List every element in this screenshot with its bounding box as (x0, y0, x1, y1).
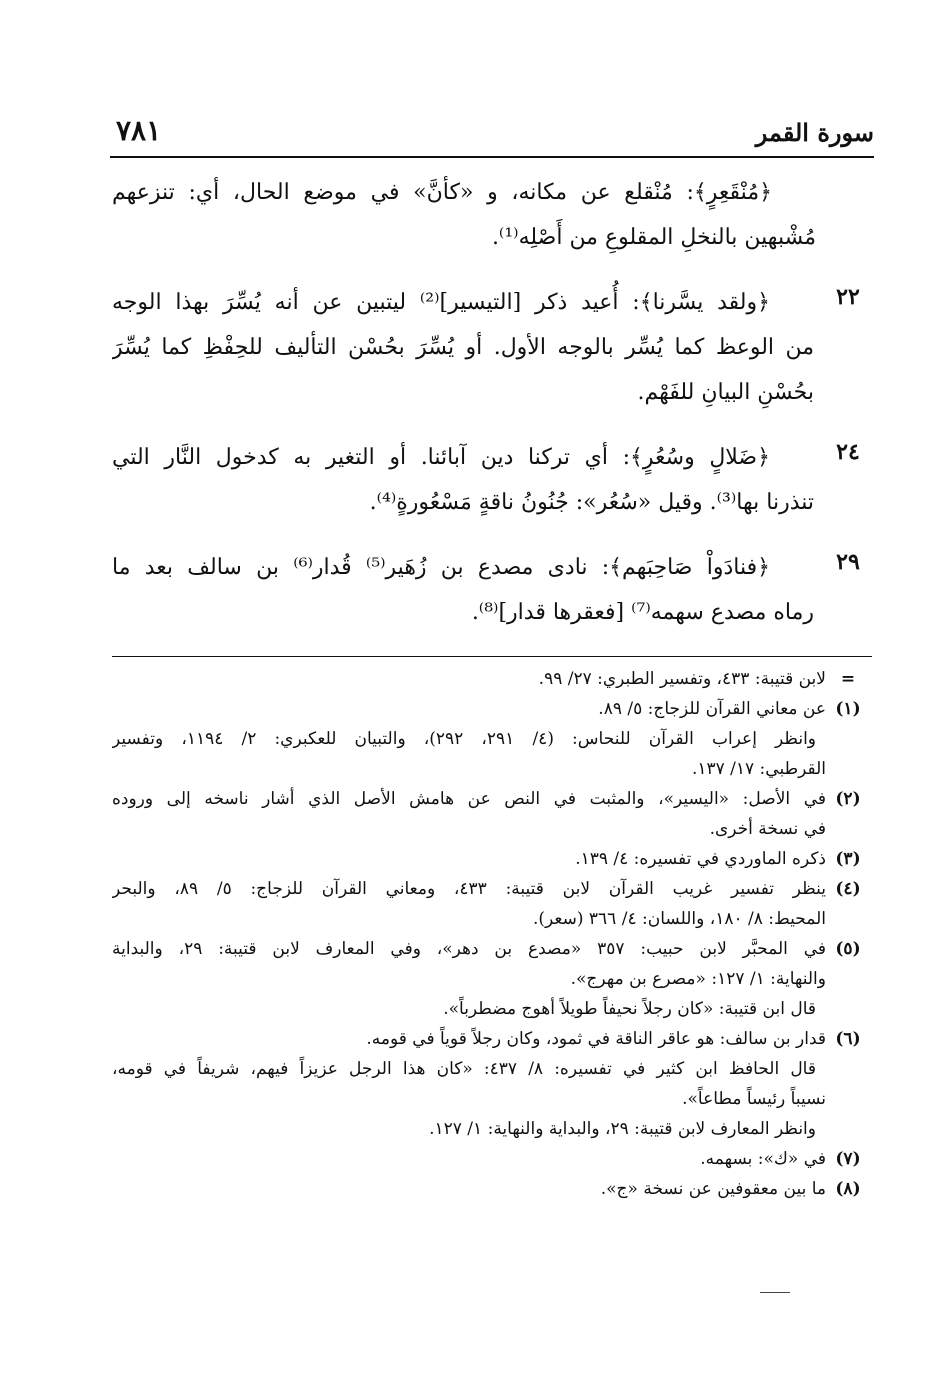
main-text (112, 170, 872, 655)
verse-entry (112, 280, 872, 415)
footnote-line: في الأصل: «اليسير»، والمثبت في النص عن هامش الأصل الذي أشار ناسخه إلى وروده (112, 789, 826, 809)
footnote-marker: = (840, 669, 856, 689)
footnote (112, 1024, 872, 1144)
page-number: ٧٨١ (116, 114, 162, 147)
footnote-marker: (١) (835, 699, 861, 719)
footnote-line: قدار بن سالف: هو عاقر الناقة في ثمود، وكان رجلاً قوياً في قومه. (366, 1029, 826, 1049)
footnote-marker: (٦) (835, 1029, 861, 1049)
page-header (110, 112, 874, 156)
end-mark (760, 1292, 790, 1293)
surah-title: سورة القمر (755, 118, 874, 147)
footnotes (112, 664, 872, 1204)
footnote-line: المحيط: ٨/ ١٨٠، واللسان: ٤/ ٣٦٦ (سعر). (533, 909, 826, 929)
footnote-marker: (٣) (835, 849, 861, 869)
text-line: مُشْبهين بالنخلِ المقلوعِ من أَصْلِه⁽¹⁾. (491, 225, 816, 250)
footnote (112, 1144, 872, 1174)
verse-number: ٢٩ (836, 549, 860, 575)
verse-commentary (112, 280, 814, 415)
text-line: تنذرنا بها⁽³⁾. وقيل «سُعُر»: جُنُونُ ناقةٍ مَسْعُورةٍ⁽⁴⁾. (369, 490, 814, 515)
footnote-line: في «ك»: بسهمه. (700, 1149, 826, 1169)
text-line: ﴿فنادَواْ صَاحِبَهم﴾: نادى مصدع بن زُهَير⁽⁵⁾ قُدار⁽⁶⁾ بن سالف بعد ما (112, 555, 770, 580)
footnote-line: قال الحافظ ابن كثير في تفسيره: ٨/ ٤٣٧: «كان هذا الرجل عزيزاً فيهم، شريفاً في قومه، (112, 1059, 816, 1079)
text-line: رماه مصدع سهمه⁽⁷⁾ [فعقرها قدار]⁽⁸⁾. (471, 600, 814, 625)
verse-commentary (112, 170, 816, 260)
footnote-marker: (٥) (835, 939, 861, 959)
footnote (112, 844, 872, 874)
verse-number: ٢٢ (836, 284, 860, 310)
verse-commentary (112, 545, 814, 635)
text-line: ﴿ضَلالٍ وسُعُرٍ﴾: أي تركنا دين آبائنا. أو التغير به كدخول النَّار التي (112, 445, 770, 470)
footnote-marker: (٨) (835, 1179, 861, 1199)
footnote (112, 934, 872, 1024)
footnote-line: نسيباً رئيساً مطاعاً». (682, 1089, 826, 1109)
footnote-line: لابن قتيبة: ٤٣٣، وتفسير الطبري: ٢٧/ ٩٩. (538, 669, 826, 689)
text-line: ﴿ولقد يسَّرنا﴾: أُعيد ذكر [التيسير]⁽²⁾ ليتبين عن أنه يُسِّرَ بهذا الوجه (112, 290, 770, 315)
footnote-marker: (٤) (835, 879, 861, 899)
footnote-line: وانظر إعراب القرآن للنحاس: (٤/ ٢٩١، ٢٩٢)، والتبيان للعكبري: ٢/ ١١٩٤، وتفسير (112, 729, 817, 749)
verse-number: ٢٤ (836, 439, 860, 465)
footnote-divider (112, 656, 872, 657)
header-divider (110, 156, 874, 158)
footnote-line: والنهاية: ١/ ١٢٧: «مصرع بن مهرج». (570, 969, 826, 989)
footnote-line: ينظر تفسير غريب القرآن لابن قتيبة: ٤٣٣، ومعاني القرآن للزجاج: ٥/ ٨٩، والبحر (112, 879, 826, 899)
footnote-line: وانظر المعارف لابن قتيبة: ٢٩، والبداية والنهاية: ١/ ١٢٧. (429, 1119, 816, 1139)
footnote-line: في نسخة أخرى. (709, 819, 826, 839)
footnote (112, 694, 872, 784)
footnote-line: ما بين معقوفين عن نسخة «ج». (600, 1179, 826, 1199)
footnote-line: عن معاني القرآن للزجاج: ٥/ ٨٩. (598, 699, 826, 719)
footnote (112, 1174, 872, 1204)
verse-entry (112, 170, 872, 260)
footnote-line: ذكره الماوردي في تفسيره: ٤/ ١٣٩. (575, 849, 826, 869)
footnote (112, 874, 872, 934)
footnote-marker: (٢) (835, 789, 861, 809)
text-line: بحُسْنِ البيانِ للفَهْم. (637, 380, 814, 405)
text-line: من الوعظ كما يُسِّر بالوجه الأول. أو يُسِّرَ بحُسْن التأليف للحِفْظِ كما يُسِّرَ (112, 335, 814, 360)
text-line: ﴿مُنْقَعِرٍ﴾: مُنْقلع عن مكانه، و «كأنَّ» في موضع الحال، أي: تنزعهم (112, 180, 772, 205)
verse-entry (112, 435, 872, 525)
footnote (112, 664, 872, 694)
footnote-line: في المحبَّر لابن حبيب: ٣٥٧ «مصدع بن دهر»، وفي المعارف لابن قتيبة: ٢٩، والبداية (112, 939, 826, 959)
verse-commentary (112, 435, 814, 525)
footnote-line: قال ابن قتيبة: «كان رجلاً نحيفاً طويلاً أهوج مضطرباً». (443, 999, 816, 1019)
footnote-marker: (٧) (835, 1149, 861, 1169)
footnote-line: القرطبي: ١٧/ ١٣٧. (691, 759, 826, 779)
verse-entry (112, 545, 872, 635)
footnote (112, 784, 872, 844)
